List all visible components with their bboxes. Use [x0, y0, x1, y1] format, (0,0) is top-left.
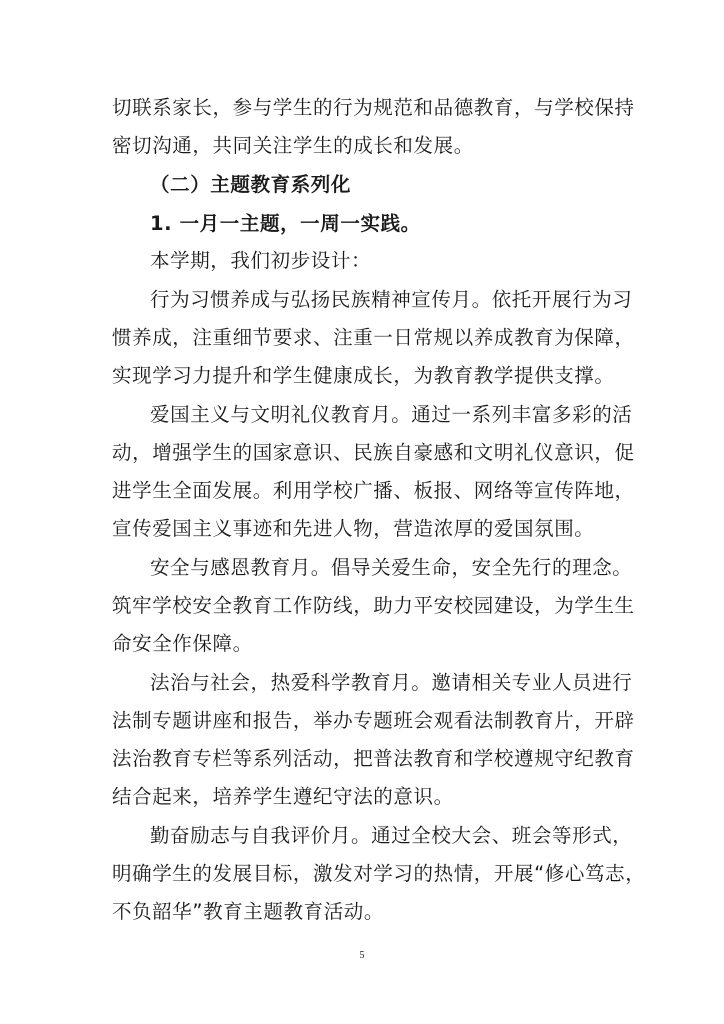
- paragraph-line: 动，增强学生的国家意识、民族自豪感和文明礼仪意识，促: [112, 441, 635, 464]
- paragraph-line: 明确学生的发展目标，激发对学习的热情，开展“修心笃志，: [112, 862, 646, 885]
- paragraph-line: 切联系家长，参与学生的行为规范和品德教育，与学校保持: [112, 96, 635, 119]
- subsection-heading: 1. 一月一主题，一周一实践。: [150, 212, 421, 235]
- paragraph-line: 本学期，我们初步设计：: [150, 249, 372, 272]
- paragraph-line: 密切沟通，共同关注学生的成长和发展。: [112, 134, 474, 157]
- paragraph-line: 法制专题讲座和报告，举办专题班会观看法制教育片，开辟: [112, 709, 635, 732]
- paragraph-line: 结合起来，培养学生遵纪守法的意识。: [112, 785, 454, 808]
- paragraph-line: 法治与社会，热爱科学教育月。邀请相关专业人员进行: [150, 671, 633, 694]
- paragraph-line: 进学生全面发展。利用学校广播、板报、网络等宣传阵地，: [112, 479, 635, 502]
- paragraph-line: 实现学习力提升和学生健康成长，为教育教学提供支撑。: [112, 364, 615, 387]
- paragraph-line: 法治教育专栏等系列活动，把普法教育和学校遵规守纪教育: [112, 747, 635, 770]
- paragraph-line: 惯养成，注重细节要求、注重一日常规以养成教育为保障，: [112, 326, 635, 349]
- paragraph-line: 宣传爱国主义事迹和先进人物，营造浓厚的爱国氛围。: [112, 517, 595, 540]
- paragraph-line: 勤奋励志与自我评价月。通过全校大会、班会等形式，: [150, 824, 633, 847]
- paragraph-line: 行为习惯养成与弘扬民族精神宣传月。依托开展行为习: [150, 288, 633, 311]
- page-number: 5: [359, 950, 365, 961]
- paragraph-line: 命安全作保障。: [112, 632, 253, 655]
- paragraph-line: 不负韶华”教育主题教育活动。: [112, 900, 385, 923]
- paragraph-line: 筑牢学校安全教育工作防线，助力平安校园建设，为学生生: [112, 594, 635, 617]
- paragraph-line: 爱国主义与文明礼仪教育月。通过一系列丰富多彩的活: [150, 403, 633, 426]
- paragraph-line: 安全与感恩教育月。倡导关爱生命，安全先行的理念。: [150, 556, 633, 579]
- section-heading: （二）主题教育系列化: [150, 173, 352, 196]
